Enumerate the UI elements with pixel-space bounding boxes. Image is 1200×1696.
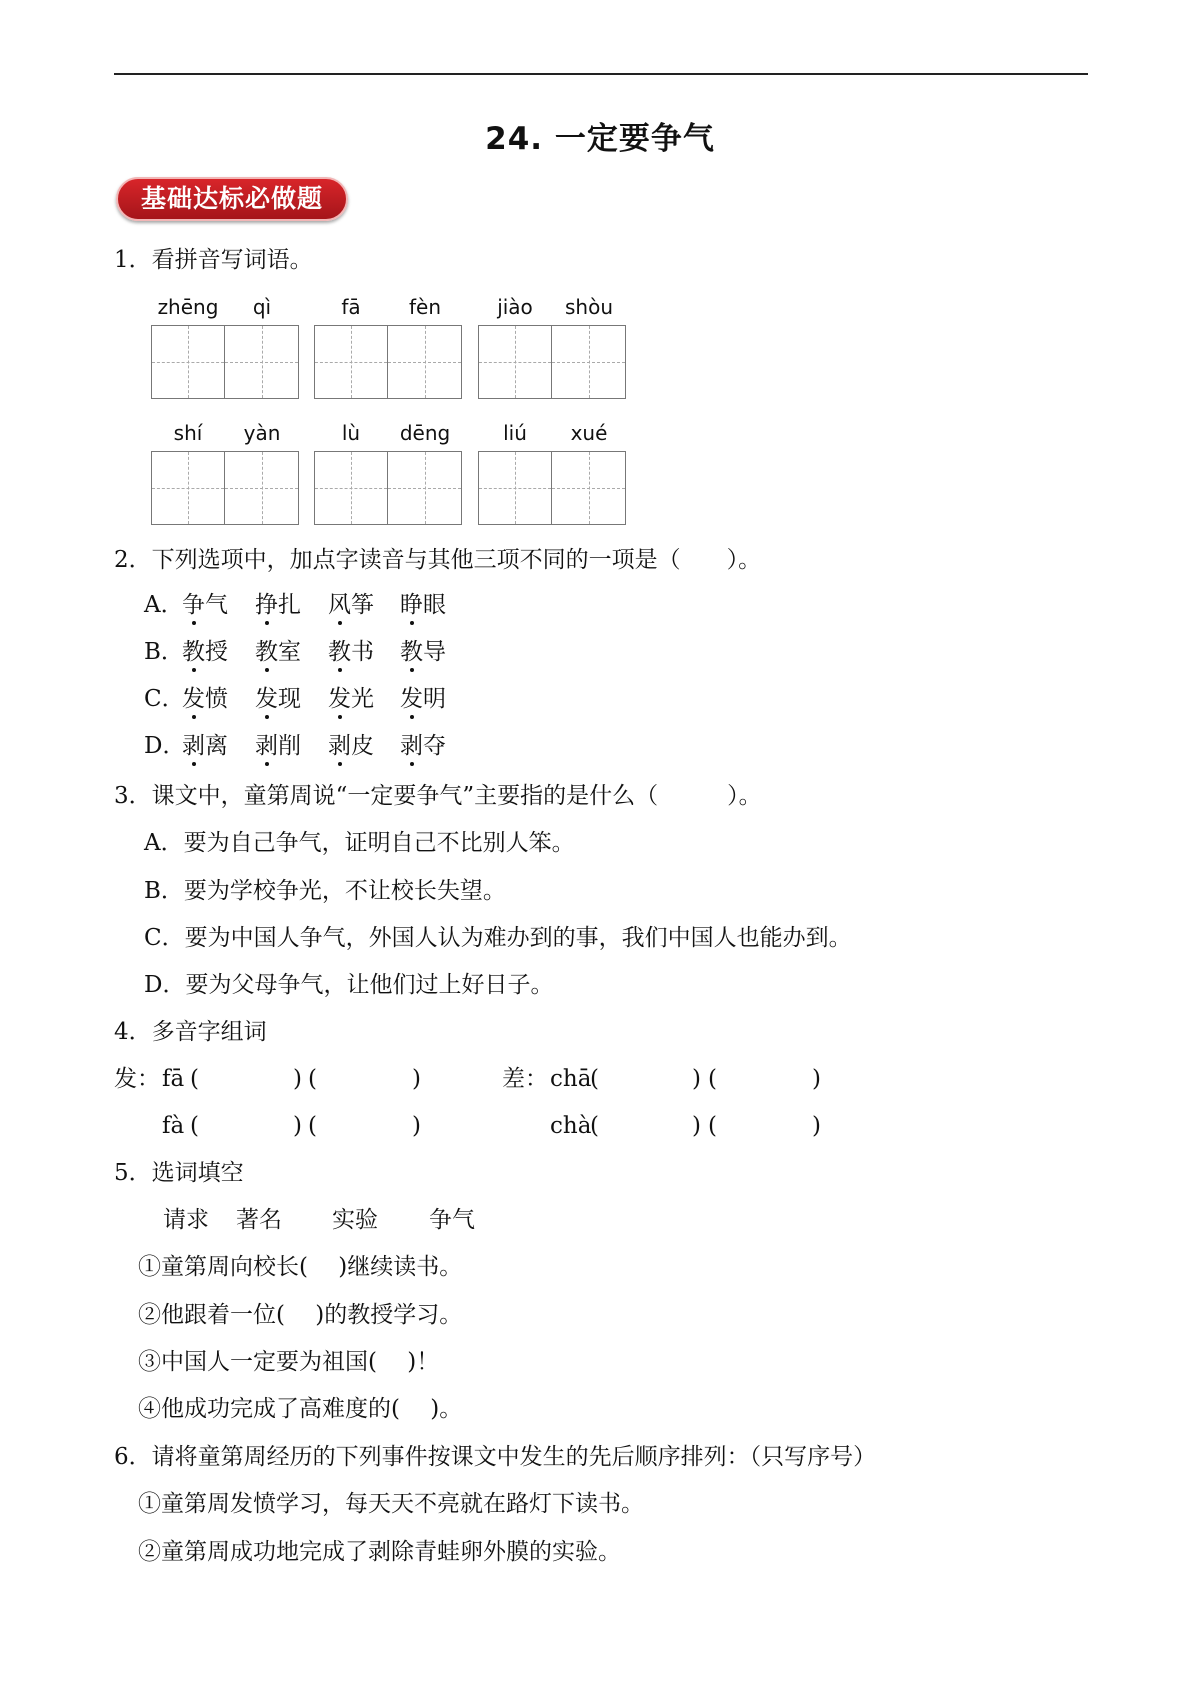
blank-open-paren: ( (190, 1066, 199, 1092)
word-char: 削 (278, 733, 301, 759)
q5-item-2: ②他跟着一位( )的教授学习。 (138, 1302, 463, 1328)
blank-close-paren: ) (412, 1113, 421, 1139)
word-char: 皮 (351, 733, 374, 759)
q2-option-label: D． (144, 733, 186, 759)
dotted-char: 睁 (400, 592, 423, 618)
q4-cha-reading-2: chà (550, 1113, 592, 1139)
writing-grid[interactable] (478, 451, 626, 525)
writing-grid[interactable] (151, 451, 299, 525)
q5-word-3: 实验 (332, 1207, 378, 1233)
q2-word (400, 684, 446, 714)
dotted-char: 发 (328, 686, 351, 712)
dotted-char: 风 (328, 592, 351, 618)
writing-grid[interactable] (314, 451, 462, 525)
word-char: 筝 (351, 592, 374, 618)
blank-open-paren: ( (308, 1066, 317, 1092)
word-char: 授 (205, 639, 228, 665)
q2-word (328, 590, 374, 620)
blank-close-paren: ) (412, 1066, 421, 1092)
q2-option-label: C． (144, 686, 185, 712)
word-char: 扎 (278, 592, 301, 618)
q3-option-d: D．要为父母争气，让他们过上好日子。 (144, 972, 554, 998)
q2-word (328, 731, 374, 761)
q6-item-2: ②童第周成功地完成了剥除青蛙卵外膜的实验。 (138, 1539, 621, 1565)
pinyin-label: liú (503, 421, 527, 445)
blank-open-paren: ( (308, 1113, 317, 1139)
q3-option-b: B．要为学校争光，不让校长失望。 (144, 878, 506, 904)
pinyin-label: xué (570, 421, 608, 445)
q2-option-label: A． (144, 592, 184, 618)
blank-open-paren: ( (590, 1113, 599, 1139)
writing-cell[interactable] (478, 325, 552, 399)
dotted-char: 教 (328, 639, 351, 665)
q2-word (182, 590, 228, 620)
q3-option-c: C．要为中国人争气，外国人认为难办到的事，我们中国人也能办到。 (144, 925, 852, 951)
pinyin-label: yàn (243, 421, 281, 445)
q2-word (400, 731, 446, 761)
writing-cell[interactable] (388, 325, 462, 399)
pinyin-label: qì (252, 295, 272, 319)
header-rule (114, 73, 1088, 75)
q4-fa-reading-1: fā (162, 1066, 185, 1092)
blank-open-paren: ( (708, 1113, 717, 1139)
pinyin-label: jiào (497, 295, 533, 319)
word-char: 愤 (205, 686, 228, 712)
q2-word (255, 637, 301, 667)
q2-word (400, 637, 446, 667)
q2-word (255, 684, 301, 714)
q2-word (182, 637, 228, 667)
q2-word (255, 731, 301, 761)
writing-cell[interactable] (552, 325, 626, 399)
q3-option-a: A．要为自己争气，证明自己不比别人笨。 (144, 830, 575, 856)
q5-word-2: 著名 (236, 1207, 282, 1233)
word-char: 室 (278, 639, 301, 665)
q2-option-label: B． (144, 639, 184, 665)
dotted-char: 剥 (400, 733, 423, 759)
pinyin-label: shí (173, 421, 203, 445)
blank-open-paren: ( (708, 1066, 717, 1092)
blank-close-paren: ) (692, 1113, 701, 1139)
word-char: 明 (423, 686, 446, 712)
dotted-char: 争 (182, 592, 205, 618)
word-char: 导 (423, 639, 446, 665)
q5-prompt: 5．选词填空 (114, 1160, 244, 1186)
writing-cell[interactable] (151, 325, 225, 399)
q1-prompt: 1．看拼音写词语。 (114, 247, 313, 273)
dotted-char: 教 (400, 639, 423, 665)
pinyin-label: fèn (408, 295, 442, 319)
dotted-char: 发 (182, 686, 205, 712)
q2-word (182, 731, 228, 761)
word-char: 眼 (423, 592, 446, 618)
q5-word-1: 请求 (163, 1207, 209, 1233)
word-char: 现 (278, 686, 301, 712)
blank-open-paren: ( (590, 1066, 599, 1092)
word-char: 气 (205, 592, 228, 618)
pinyin-label: fā (341, 295, 361, 319)
blank-close-paren: ) (812, 1113, 821, 1139)
pinyin-label: shòu (564, 295, 613, 319)
q2-prompt: 2．下列选项中，加点字读音与其他三项不同的一项是（ ）。 (114, 547, 762, 573)
q4-prompt: 4．多音字组词 (114, 1019, 267, 1045)
q5-word-4: 争气 (429, 1207, 475, 1233)
dotted-char: 剥 (328, 733, 351, 759)
writing-grid[interactable] (151, 325, 299, 399)
word-char: 光 (351, 686, 374, 712)
page-title: 24. 一定要争气 (485, 121, 715, 157)
q4-fa-reading-2: fà (162, 1113, 185, 1139)
q2-word (328, 684, 374, 714)
writing-grid[interactable] (478, 325, 626, 399)
blank-open-paren: ( (190, 1113, 199, 1139)
writing-cell[interactable] (225, 451, 299, 525)
blank-close-paren: ) (293, 1113, 302, 1139)
writing-cell[interactable] (552, 451, 626, 525)
q4-cha-reading-1: chā (550, 1066, 592, 1092)
blank-close-paren: ) (692, 1066, 701, 1092)
pinyin-label: zhēng (157, 295, 219, 319)
writing-cell[interactable] (478, 451, 552, 525)
section-badge: 基础达标必做题 (116, 177, 348, 221)
q6-prompt: 6．请将童第周经历的下列事件按课文中发生的先后顺序排列：（只写序号） (114, 1444, 877, 1470)
q5-item-4: ④他成功完成了高难度的( )。 (138, 1396, 463, 1422)
word-char: 离 (205, 733, 228, 759)
writing-cell[interactable] (314, 451, 388, 525)
writing-cell[interactable] (314, 325, 388, 399)
word-char: 夺 (423, 733, 446, 759)
q3-prompt: 3．课文中，童第周说“一定要争气”主要指的是什么（ ）。 (114, 783, 762, 809)
dotted-char: 教 (182, 639, 205, 665)
pinyin-label: lù (341, 421, 361, 445)
q2-word (328, 637, 374, 667)
q4-fa-char: 发： (114, 1066, 160, 1092)
word-char: 书 (351, 639, 374, 665)
q2-word (182, 684, 228, 714)
q5-item-3: ③中国人一定要为祖国( )！ (138, 1349, 440, 1375)
blank-close-paren: ) (812, 1066, 821, 1092)
dotted-char: 发 (255, 686, 278, 712)
q6-item-1: ①童第周发愤学习，每天天不亮就在路灯下读书。 (138, 1491, 644, 1517)
q2-word (255, 590, 301, 620)
dotted-char: 发 (400, 686, 423, 712)
dotted-char: 教 (255, 639, 278, 665)
writing-grid[interactable] (314, 325, 462, 399)
q4-cha-char: 差： (502, 1066, 548, 1092)
writing-cell[interactable] (388, 451, 462, 525)
writing-cell[interactable] (151, 451, 225, 525)
pinyin-label: dēng (399, 421, 451, 445)
q5-item-1: ①童第周向校长( )继续读书。 (138, 1254, 463, 1280)
dotted-char: 剥 (182, 733, 205, 759)
q2-word (400, 590, 446, 620)
dotted-char: 挣 (255, 592, 278, 618)
blank-close-paren: ) (293, 1066, 302, 1092)
writing-cell[interactable] (225, 325, 299, 399)
dotted-char: 剥 (255, 733, 278, 759)
